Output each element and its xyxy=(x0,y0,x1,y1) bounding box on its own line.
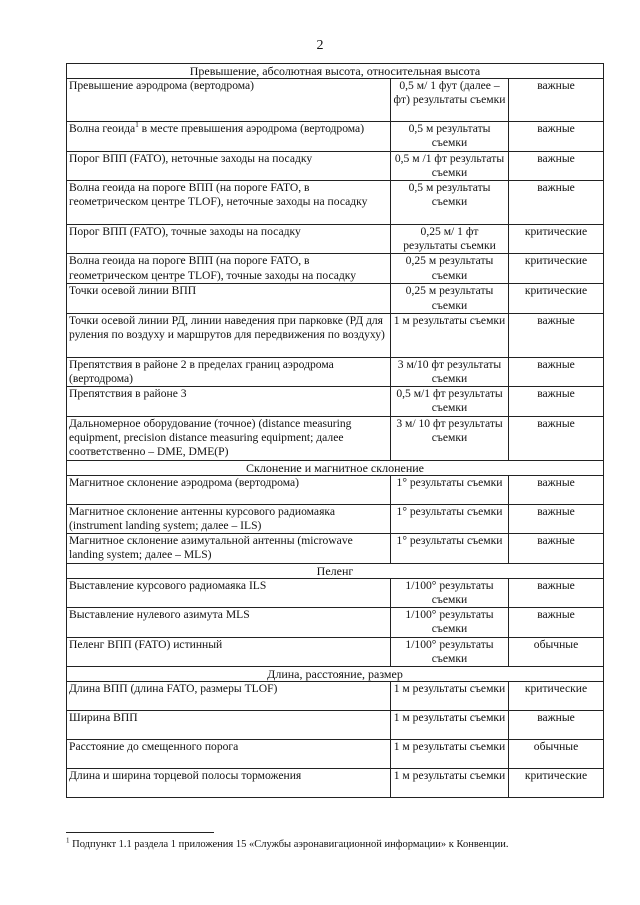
integrity-class-cell: критические xyxy=(509,682,604,711)
parameter-cell: Расстояние до смещенного порога xyxy=(67,740,391,769)
integrity-class-cell: критические xyxy=(509,284,604,313)
accuracy-cell: 1 м результаты съемки xyxy=(391,313,509,357)
parameter-cell: Выставление курсового радиомаяка ILS xyxy=(67,578,391,607)
accuracy-cell: 0,5 м результаты съемки xyxy=(391,181,509,225)
table-row xyxy=(67,357,604,386)
table-row xyxy=(67,769,604,798)
integrity-class-cell: важные xyxy=(509,357,604,386)
accuracy-cell: 1° результаты съемки xyxy=(391,534,509,563)
parameter-cell: Порог ВПП (FATO), неточные заходы на посадку xyxy=(67,151,391,180)
accuracy-cell: 1/100° результаты съемки xyxy=(391,637,509,666)
accuracy-cell: 1/100° результаты съемки xyxy=(391,608,509,637)
section-row xyxy=(67,563,604,578)
accuracy-cell: 3 м/10 фт результаты съемки xyxy=(391,357,509,386)
table-row xyxy=(67,122,604,151)
accuracy-cell: 1 м результаты съемки xyxy=(391,740,509,769)
table-row xyxy=(67,387,604,416)
table-row xyxy=(67,284,604,313)
integrity-class-cell: обычные xyxy=(509,637,604,666)
table-row xyxy=(67,254,604,284)
integrity-class-cell: важные xyxy=(509,313,604,357)
accuracy-cell: 0,5 м/ 1 фут (далее – фт) результаты съемки xyxy=(391,79,509,122)
integrity-class-cell: важные xyxy=(509,475,604,504)
table-row xyxy=(67,711,604,740)
parameter-cell: Магнитное склонение аэродрома (вертодрома) xyxy=(67,475,391,504)
integrity-class-cell: критические xyxy=(509,769,604,798)
integrity-class-cell: важные xyxy=(509,504,604,533)
section-row xyxy=(67,64,604,79)
footnote-mark: 1 xyxy=(66,836,70,845)
table-row xyxy=(67,181,604,225)
accuracy-cell: 3 м/ 10 фт результаты съемки xyxy=(391,416,509,460)
parameter-cell: Магнитное склонение азимутальной антенны (microwave landing system; далее – MLS) xyxy=(67,534,391,563)
accuracy-cell: 0,25 м результаты съемки xyxy=(391,254,509,284)
table-row xyxy=(67,534,604,563)
table-row xyxy=(67,740,604,769)
parameter-cell: Точки осевой линии ВПП xyxy=(67,284,391,313)
parameter-cell: Дальномерное оборудование (точное) (distance measuring equipment, precision distance measuring equipment; далее соответственно – DME, DME(P) xyxy=(67,416,391,460)
parameter-cell: Пеленг ВПП (FATO) истинный xyxy=(67,637,391,666)
integrity-class-cell: важные xyxy=(509,122,604,151)
parameter-text: Волна геоида xyxy=(69,122,136,136)
parameter-text: в месте превышения аэродрома (вертодрома) xyxy=(138,122,365,136)
integrity-class-cell: важные xyxy=(509,181,604,225)
parameter-cell: Длина ВПП (длина FATO, размеры TLOF) xyxy=(67,682,391,711)
accuracy-cell: 1° результаты съемки xyxy=(391,475,509,504)
table-row xyxy=(67,151,604,180)
integrity-class-cell: важные xyxy=(509,416,604,460)
section-title: Превышение, абсолютная высота, относительная высота xyxy=(67,64,604,79)
integrity-class-cell: важные xyxy=(509,534,604,563)
page-number: 2 xyxy=(316,38,324,53)
footnote-divider xyxy=(66,832,214,833)
integrity-class-cell: важные xyxy=(509,387,604,416)
integrity-class-cell: важные xyxy=(509,151,604,180)
integrity-class-cell: важные xyxy=(509,79,604,122)
parameter-cell xyxy=(67,122,391,151)
parameter-cell: Порог ВПП (FATO), точные заходы на посадку xyxy=(67,225,391,254)
table-row xyxy=(67,416,604,460)
section-row xyxy=(67,460,604,475)
accuracy-cell: 0,5 м /1 фт результаты съемки xyxy=(391,151,509,180)
footnote xyxy=(66,836,509,850)
parameter-cell: Препятствия в районе 3 xyxy=(67,387,391,416)
parameter-cell: Превышение аэродрома (вертодрома) xyxy=(67,79,391,122)
accuracy-cell: 1/100° результаты съемки xyxy=(391,578,509,607)
parameter-cell: Точки осевой линии РД, линии наведения при парковке (РД для руления по воздуху и маршрутов для передвижения по воздуху) xyxy=(67,313,391,357)
integrity-class-cell: критические xyxy=(509,225,604,254)
accuracy-cell: 1 м результаты съемки xyxy=(391,769,509,798)
footnote-text: Подпункт 1.1 раздела 1 приложения 15 «Службы аэронавигационной информации» к Конвенции. xyxy=(69,839,509,850)
footnote-ref: 1 xyxy=(135,121,139,130)
accuracy-cell: 0,5 м результаты съемки xyxy=(391,122,509,151)
aeronautical-data-table xyxy=(66,63,604,798)
table-row xyxy=(67,578,604,607)
integrity-class-cell: обычные xyxy=(509,740,604,769)
table-row xyxy=(67,225,604,254)
integrity-class-cell: важные xyxy=(509,608,604,637)
parameter-cell: Волна геоида на пороге ВПП (на пороге FATO, в геометрическом центре TLOF), неточные заходы на посадку xyxy=(67,181,391,225)
parameter-cell: Препятствия в районе 2 в пределах границ аэродрома (вертодрома) xyxy=(67,357,391,386)
table-row xyxy=(67,504,604,533)
accuracy-cell: 0,5 м/1 фт результаты съемки xyxy=(391,387,509,416)
accuracy-cell: 1 м результаты съемки xyxy=(391,711,509,740)
parameter-cell: Магнитное склонение антенны курсового радиомаяка (instrument landing system; далее – ILS) xyxy=(67,504,391,533)
table-row xyxy=(67,475,604,504)
section-title: Пеленг xyxy=(67,563,604,578)
parameter-cell: Волна геоида на пороге ВПП (на пороге FATO, в геометрическом центре TLOF), точные заходы на посадку xyxy=(67,254,391,284)
section-title: Длина, расстояние, размер xyxy=(67,667,604,682)
table-row xyxy=(67,608,604,637)
accuracy-cell: 1 м результаты съемки xyxy=(391,682,509,711)
integrity-class-cell: важные xyxy=(509,711,604,740)
section-row xyxy=(67,667,604,682)
accuracy-cell: 0,25 м результаты съемки xyxy=(391,284,509,313)
section-title: Склонение и магнитное склонение xyxy=(67,460,604,475)
parameter-cell: Выставление нулевого азимута MLS xyxy=(67,608,391,637)
integrity-class-cell: важные xyxy=(509,578,604,607)
table-row xyxy=(67,637,604,666)
accuracy-cell: 0,25 м/ 1 фт результаты съемки xyxy=(391,225,509,254)
parameter-cell: Ширина ВПП xyxy=(67,711,391,740)
table-row xyxy=(67,79,604,122)
integrity-class-cell: критические xyxy=(509,254,604,284)
accuracy-cell: 1° результаты съемки xyxy=(391,504,509,533)
table-row xyxy=(67,682,604,711)
parameter-cell: Длина и ширина торцевой полосы торможения xyxy=(67,769,391,798)
table-row xyxy=(67,313,604,357)
